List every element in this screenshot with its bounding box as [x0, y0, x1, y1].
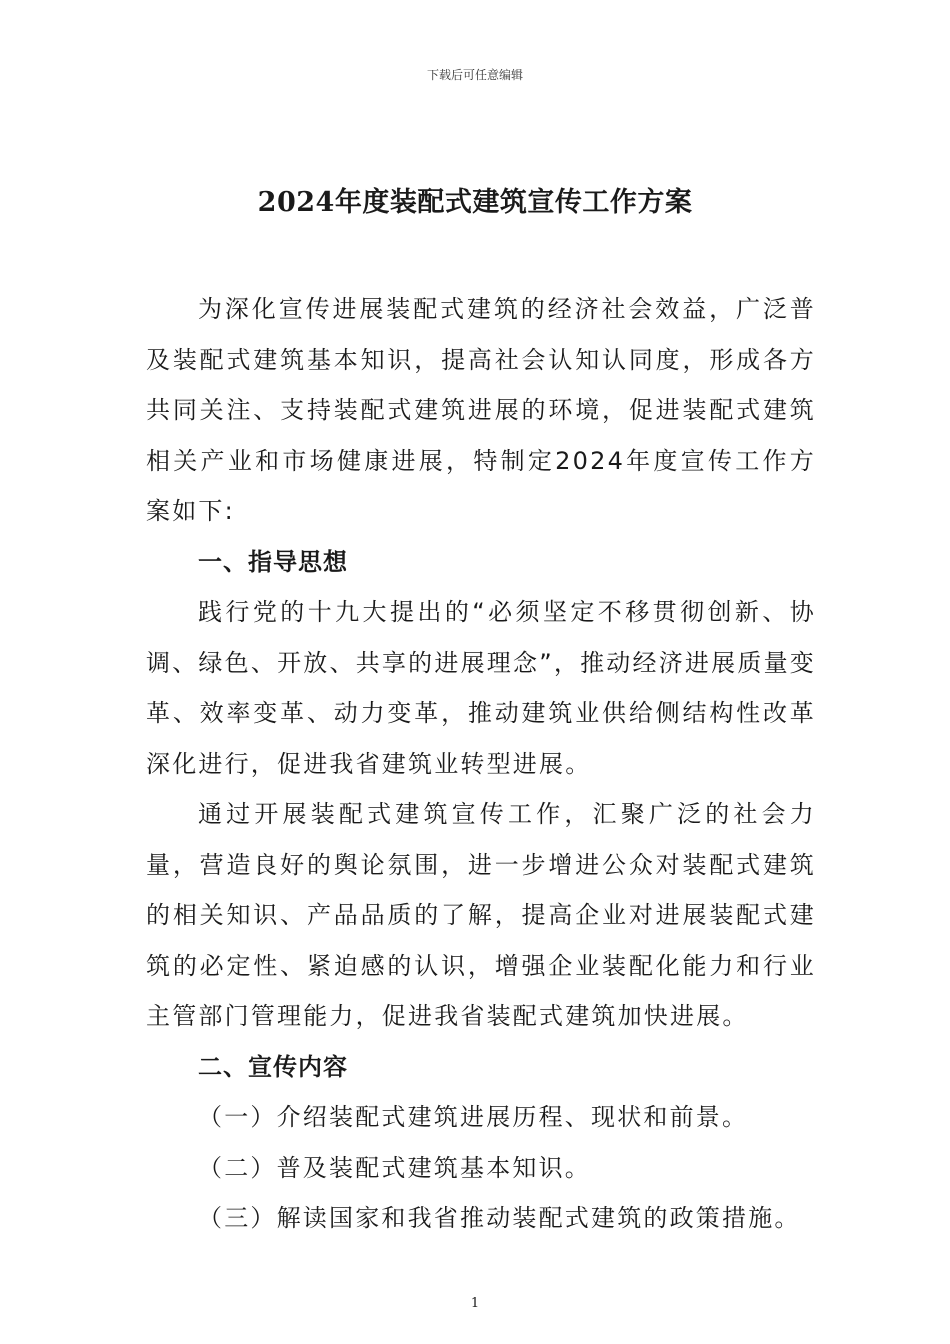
- section1-paragraph-2: 通过开展装配式建筑宣传工作，汇聚广泛的社会力量，营造良好的舆论氛围，进一步增进公众对装配式建筑的相关知识、产品品质的了解，提高企业对进展装配式建筑的必定性、紧迫感的认识，增强企业装配化能力和行业主管部门管理能力，促进我省装配式建筑加快进展。: [146, 800, 816, 1030]
- section1-paragraph-1: 践行党的十九大提出的“必须坚定不移贯彻创新、协调、绿色、开放、共享的进展理念”，推动经济进展质量变革、效率变革、动力变革，推动建筑业供给侧结构性改革深化进行，促进我省建筑业转型进展。: [146, 598, 816, 778]
- section2-item-1: （一）介绍装配式建筑进展历程、现状和前景。: [198, 1103, 749, 1131]
- section-heading-guiding-ideology: 一、指导思想: [198, 547, 348, 576]
- section-heading-publicity-content: 二、宣传内容: [198, 1052, 348, 1081]
- header-note: 下载后可任意编辑: [426, 68, 523, 82]
- section2-item-3: （三）解读国家和我省推动装配式建筑的政策措施。: [198, 1204, 801, 1232]
- document-title: 2024年度装配式建筑宣传工作方案: [257, 187, 693, 218]
- document-body: [146, 284, 816, 1244]
- section2-item-2: （二）普及装配式建筑基本知识。: [198, 1153, 591, 1182]
- intro-paragraph: 为深化宣传进展装配式建筑的经济社会效益，广泛普及装配式建筑基本知识，提高社会认知认同度，形成各方共同关注、支持装配式建筑进展的环境，促进装配式建筑相关产业和市场健康进展，特制定2024年度宣传工作方案如下:: [146, 295, 816, 525]
- page-number: 1: [470, 1296, 480, 1311]
